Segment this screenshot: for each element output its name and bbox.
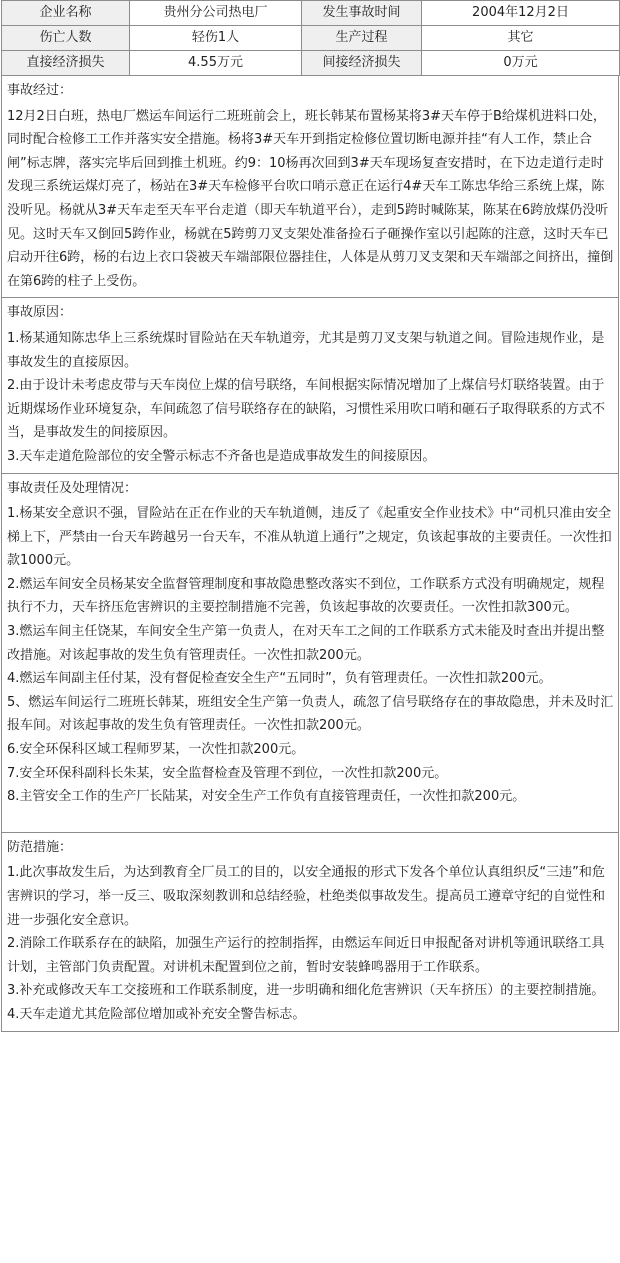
accident-info-table xyxy=(1,0,620,76)
accident-process-section xyxy=(1,76,619,298)
value-enterprise: 贵州分公司热电厂 xyxy=(130,1,302,26)
table-row xyxy=(2,1,620,26)
label-production-process: 生产过程 xyxy=(302,26,422,51)
responsibility-item: 3.燃运车间主任饶某，车间安全生产第一负责人，在对天车工之间的工作联系方式未能及时查出并提出整改措施。对该起事故的发生负有管理责任。一次性扣款200元。 xyxy=(7,624,605,663)
label-casualties: 伤亡人数 xyxy=(2,26,130,51)
value-casualties: 轻伤1人 xyxy=(130,26,302,51)
responsibility-section xyxy=(1,474,619,833)
section-title: 事故原因： xyxy=(7,305,73,321)
value-direct-loss: 4.55万元 xyxy=(130,51,302,76)
responsibility-item: 6.安全环保科区域工程师罗某，一次性扣款200元。 xyxy=(7,742,305,758)
label-indirect-loss: 间接经济损失 xyxy=(302,51,422,76)
process-text: 12月2日白班，热电厂燃运车间运行二班班前会上，班长韩某布置杨某将3#天车停于B给煤机进料口处，同时配合检修工工作并落实安全措施。杨将3#天车开到指定检修位置切断电源并挂“有人工作，禁止合闸”标志牌，落实完毕后回到推土机班。约9：10杨再次回到3#天车现场复查安措时，在下边走道行走时发现三系统运煤灯亮了，杨站在3#天车检修平台吹口哨示意正在运行4#天车工陈忠华给三系统上煤，陈没听见。杨就从3#天车走至天车平台走道（即天车轨道平台），走到5跨时喊陈某，陈某在6跨放煤仍没听见。这时天车又倒回5跨作业，杨就在5跨剪刀叉支架处准备捡石子砸操作室以引起陈的注意，这时天车已启动开往6跨，杨的右边上衣口袋被天车端部限位器挂住，人体是从剪刀叉支架和天车端部之间挤出，撞倒在第6跨的柱子上受伤。 xyxy=(7,108,614,289)
responsibility-item: 7.安全环保科副科长朱某，安全监督检查及管理不到位，一次性扣款200元。 xyxy=(7,765,448,781)
responsibility-item: 1.杨某安全意识不强，冒险站在正在作业的天车轨道侧，违反了《起重安全作业技术》中“司机只准由安全梯上下，严禁由一台天车跨越另一台天车，不准从轨道上通行”之规定，负该起事故的主要责任。一次性扣款1000元。 xyxy=(7,506,612,569)
cause-item: 1.杨某通知陈忠华上三系统煤时冒险站在天车轨道旁，尤其是剪刀叉支架与轨道之间。冒险违规作业，是事故发生的直接原因。 xyxy=(7,330,605,370)
responsibility-item: 4.燃运车间副主任付某，没有督促检查安全生产“五同时”，负有管理责任。一次性扣款200元。 xyxy=(7,671,552,687)
table-row xyxy=(2,26,620,51)
blank-gap xyxy=(7,809,614,828)
value-production-process: 其它 xyxy=(422,26,620,51)
table-row xyxy=(2,51,620,76)
value-indirect-loss: 0万元 xyxy=(422,51,620,76)
measure-item: 2.消除工作联系存在的缺陷，加强生产运行的控制指挥，由燃运车间近日申报配备对讲机等通讯联络工具计划，主管部门负责配置。对讲机未配置到位之前，暂时安装蜂鸣器用于工作联系。 xyxy=(7,936,605,975)
value-accident-time: 2004年12月2日 xyxy=(422,1,620,26)
measure-item: 4.天车走道尤其危险部位增加或补充安全警告标志。 xyxy=(7,1006,306,1022)
section-title: 事故经过： xyxy=(7,83,73,98)
prevention-section xyxy=(1,833,619,1032)
label-enterprise: 企业名称 xyxy=(2,1,130,26)
responsibility-item: 5、燃运车间运行二班班长韩某，班组安全生产第一负责人，疏忽了信号联络存在的事故隐患，并未及时汇报车间。对该起事故的发生负有管理责任。一次性扣款200元。 xyxy=(7,694,614,734)
label-direct-loss: 直接经济损失 xyxy=(2,51,130,76)
responsibility-item: 8.主管安全工作的生产厂长陆某，对安全生产工作负有直接管理责任，一次性扣款200元。 xyxy=(7,789,526,805)
accident-report xyxy=(1,0,619,1032)
section-title: 防范措施： xyxy=(7,839,73,855)
accident-causes-section xyxy=(1,298,619,473)
measure-item: 1.此次事故发生后，为达到教育全厂员工的目的，以安全通报的形式下发各个单位认真组织反“三违”和危害辨识的学习，举一反三、吸取深刻教训和总结经验，杜绝类似事故发生。提高员工遵章守纪的自觉性和进一步强化安全意识。 xyxy=(7,865,606,928)
label-accident-time: 发生事故时间 xyxy=(302,1,422,26)
section-title: 事故责任及处理情况： xyxy=(7,480,138,496)
cause-item: 3.天车走道危险部位的安全警示标志不齐备也是造成事故发生的间接原因。 xyxy=(7,448,436,464)
measure-item: 3.补充或修改天车工交接班和工作联系制度，进一步明确和细化危害辨识（天车挤压）的主要控制措施。 xyxy=(7,983,605,999)
cause-item: 2.由于设计未考虑皮带与天车岗位上煤的信号联络，车间根据实际情况增加了上煤信号灯联络装置。由于近期煤场作业环境复杂，车间疏忽了信号联络存在的缺陷，习惯性采用吹口哨和砸石子取得联系的方式不当，是事故发生的间接原因。 xyxy=(7,378,606,441)
responsibility-item: 2.燃运车间安全员杨某安全监督管理制度和事故隐患整改落实不到位，工作联系方式没有明确规定，规程执行不力，天车挤压危害辨识的主要控制措施不完善，负该起事故的次要责任。一次性扣款300元。 xyxy=(7,576,605,616)
